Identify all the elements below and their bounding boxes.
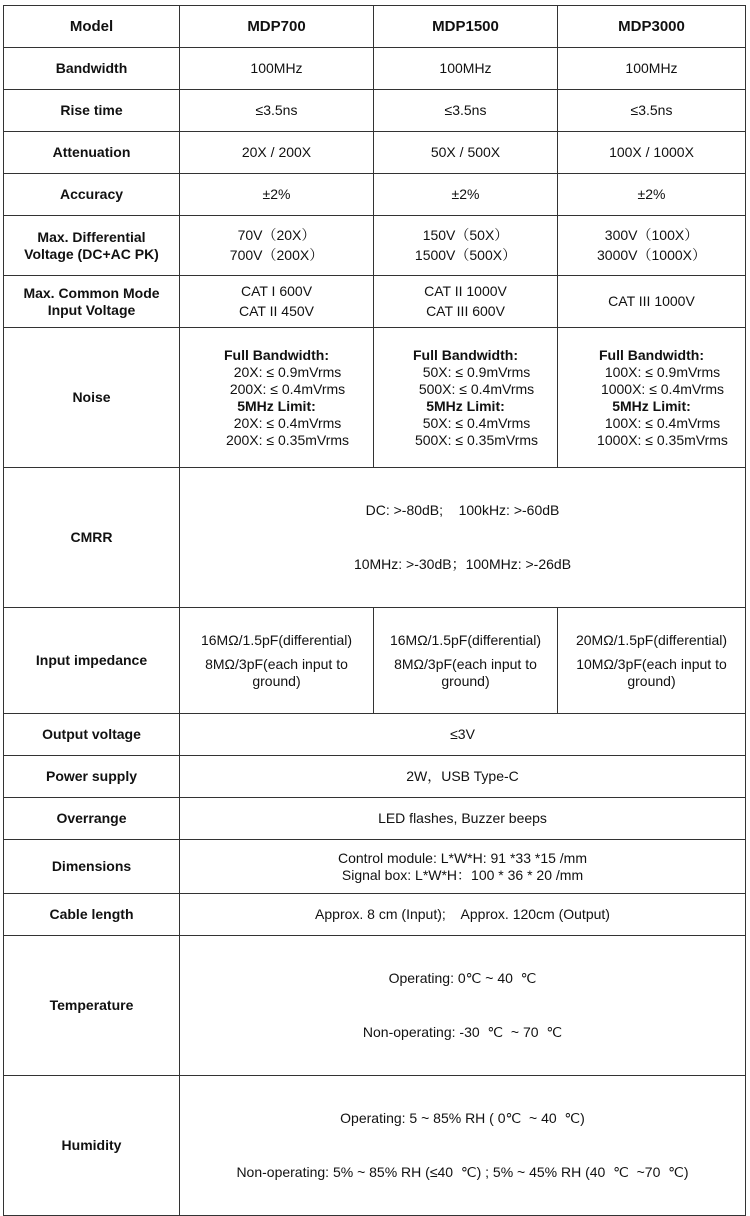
label-max-common-mode <box>4 276 180 328</box>
row-humidity <box>4 1076 746 1216</box>
label-bandwidth: Bandwidth <box>4 48 180 90</box>
value-cell <box>180 276 374 328</box>
value-line: CAT III 1000V <box>608 293 695 309</box>
label-power-supply: Power supply <box>4 756 180 798</box>
value-line: DC: >-80dB; 100kHz: >-60dB <box>365 502 560 518</box>
value-line: CAT II 450V <box>239 303 314 319</box>
value-line: 10MHz: >-30dB；100MHz: >-26dB <box>353 556 572 572</box>
noise-cell <box>374 328 558 468</box>
power-supply-value: 2W，USB Type-C <box>180 756 746 798</box>
value-cell: 100MHz <box>180 48 374 90</box>
noise-value: 100X: ≤ 0.9mVrms <box>604 363 721 380</box>
label-line: Max. Differential <box>37 228 146 245</box>
value-line: 300V（100X） <box>604 227 699 243</box>
value-line: 16MΩ/1.5pF(differential) <box>389 631 542 648</box>
label-max-diff-voltage <box>4 216 180 276</box>
value-line: 700V（200X） <box>229 247 324 263</box>
value-line: CAT III 600V <box>426 303 505 319</box>
value-cell: 100MHz <box>558 48 746 90</box>
noise-full-bandwidth-title: Full Bandwidth: <box>599 346 704 363</box>
row-cmrr <box>4 468 746 608</box>
cable-length-value: Approx. 8 cm (Input); Approx. 120cm (Output) <box>180 894 746 936</box>
label-attenuation: Attenuation <box>4 132 180 174</box>
value-line: 150V（50X） <box>422 227 509 243</box>
value-cell: ≤3.5ns <box>558 90 746 132</box>
row-accuracy <box>4 174 746 216</box>
label-humidity: Humidity <box>4 1076 180 1216</box>
label-cmrr: CMRR <box>4 468 180 608</box>
overrange-value: LED flashes, Buzzer beeps <box>180 798 746 840</box>
noise-full-bandwidth-title: Full Bandwidth: <box>224 346 329 363</box>
impedance-cell <box>558 608 746 714</box>
label-dimensions: Dimensions <box>4 840 180 894</box>
noise-value: 50X: ≤ 0.4mVrms <box>422 414 531 431</box>
value-line: 16MΩ/1.5pF(differential) <box>200 631 353 648</box>
value-line: ground) <box>252 672 301 689</box>
value-line: Non-operating: -30 ℃ ~ 70 ℃ <box>362 1024 563 1040</box>
value-cell: 20X / 200X <box>180 132 374 174</box>
value-cell: 50X / 500X <box>374 132 558 174</box>
header-mdp1500: MDP1500 <box>374 6 558 48</box>
label-output-voltage: Output voltage <box>4 714 180 756</box>
label-accuracy: Accuracy <box>4 174 180 216</box>
noise-value: 50X: ≤ 0.9mVrms <box>422 363 531 380</box>
value-line: 10MΩ/3pF(each input to <box>576 655 727 672</box>
output-voltage-value: ≤3V <box>180 714 746 756</box>
impedance-cell <box>374 608 558 714</box>
value-line: Signal box: L*W*H：100 * 36 * 20 /mm <box>341 866 584 883</box>
value-cell: ±2% <box>558 174 746 216</box>
value-cell: ≤3.5ns <box>374 90 558 132</box>
noise-limit-title: 5MHz Limit: <box>612 397 691 414</box>
row-model <box>4 6 746 48</box>
value-line: 8MΩ/3pF(each input to <box>394 655 537 672</box>
value-cell: 100X / 1000X <box>558 132 746 174</box>
noise-value: 1000X: ≤ 0.35mVrms <box>597 431 728 448</box>
value-line: Operating: 5 ~ 85% RH ( 0℃ ~ 40 ℃) <box>340 1110 585 1126</box>
header-mdp3000: MDP3000 <box>558 6 746 48</box>
noise-cell <box>180 328 374 468</box>
noise-value: 500X: ≤ 0.35mVrms <box>414 431 539 448</box>
row-temperature <box>4 936 746 1076</box>
value-cell <box>180 216 374 276</box>
value-cell <box>558 276 746 328</box>
noise-full-bandwidth-title: Full Bandwidth: <box>413 346 518 363</box>
noise-value: 200X: ≤ 0.4mVrms <box>229 380 346 397</box>
value-cell: ≤3.5ns <box>180 90 374 132</box>
label-noise: Noise <box>4 328 180 468</box>
noise-limit-title: 5MHz Limit: <box>426 397 505 414</box>
value-cell: ±2% <box>374 174 558 216</box>
spec-sheet <box>3 5 745 1180</box>
header-model: Model <box>4 6 180 48</box>
label-line: Input Voltage <box>47 301 136 318</box>
value-line: ground) <box>441 672 490 689</box>
humidity-value <box>180 1076 746 1216</box>
temperature-value <box>180 936 746 1076</box>
row-max-common-mode <box>4 276 746 328</box>
row-dimensions <box>4 840 746 894</box>
label-line: Voltage (DC+AC PK) <box>24 245 159 262</box>
value-line: ground) <box>627 672 676 689</box>
row-rise-time <box>4 90 746 132</box>
value-line: Non-operating: 5% ~ 85% RH (≤40 ℃) ; 5% ~ 45% RH (40 ℃ ~70 ℃) <box>236 1164 689 1180</box>
label-rise-time: Rise time <box>4 90 180 132</box>
value-line: 8MΩ/3pF(each input to <box>205 655 348 672</box>
value-line: Control module: L*W*H: 91 *33 *15 /mm <box>338 849 587 866</box>
impedance-cell <box>180 608 374 714</box>
value-cell <box>374 216 558 276</box>
value-line: 3000V（1000X） <box>597 247 706 263</box>
value-cell: ±2% <box>180 174 374 216</box>
row-power-supply <box>4 756 746 798</box>
noise-value: 200X: ≤ 0.35mVrms <box>225 431 350 448</box>
row-noise <box>4 328 746 468</box>
label-temperature: Temperature <box>4 936 180 1076</box>
label-cable-length: Cable length <box>4 894 180 936</box>
value-line: CAT I 600V <box>240 283 313 299</box>
header-mdp700: MDP700 <box>180 6 374 48</box>
value-line: 1500V（500X） <box>414 247 517 263</box>
row-cable-length <box>4 894 746 936</box>
noise-cell <box>558 328 746 468</box>
value-cell <box>374 276 558 328</box>
noise-value: 20X: ≤ 0.4mVrms <box>233 414 342 431</box>
dimensions-value <box>180 840 746 894</box>
row-output-voltage <box>4 714 746 756</box>
noise-value: 100X: ≤ 0.4mVrms <box>604 414 721 431</box>
label-input-impedance: Input impedance <box>4 608 180 714</box>
noise-limit-title: 5MHz Limit: <box>237 397 316 414</box>
label-overrange: Overrange <box>4 798 180 840</box>
noise-value: 500X: ≤ 0.4mVrms <box>418 380 535 397</box>
value-cell <box>558 216 746 276</box>
row-input-impedance <box>4 608 746 714</box>
value-cell: 100MHz <box>374 48 558 90</box>
label-line: Max. Common Mode <box>23 284 160 301</box>
row-max-diff-voltage <box>4 216 746 276</box>
noise-value: 20X: ≤ 0.9mVrms <box>233 363 342 380</box>
cmrr-value <box>180 468 746 608</box>
value-line: CAT II 1000V <box>424 283 507 299</box>
noise-value: 1000X: ≤ 0.4mVrms <box>600 380 725 397</box>
value-line: 70V（20X） <box>237 227 316 243</box>
value-line: Operating: 0℃ ~ 40 ℃ <box>388 970 537 986</box>
row-attenuation <box>4 132 746 174</box>
row-overrange <box>4 798 746 840</box>
spec-table <box>3 5 746 1216</box>
value-line: 20MΩ/1.5pF(differential) <box>575 631 728 648</box>
row-bandwidth <box>4 48 746 90</box>
